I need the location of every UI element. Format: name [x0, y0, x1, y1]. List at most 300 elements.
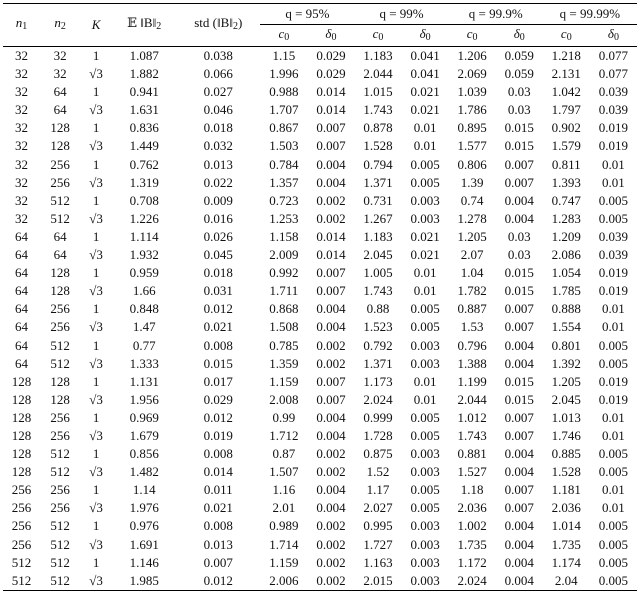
cell-q95-c0: 1.357	[269, 174, 299, 190]
cell-q99-c0: 1.173	[363, 373, 393, 389]
cell-mean: 0.836	[129, 120, 159, 136]
header-c0	[260, 25, 307, 47]
cell-q99-c0: 1.728	[363, 427, 393, 443]
cell-q99-d0: 0.003	[410, 192, 440, 208]
cell-q9999-c0: 0.902	[551, 120, 581, 136]
cell-q99-c0: 1.267	[363, 210, 393, 226]
cell-q95-d0: 0.004	[316, 319, 346, 335]
cell-q95-d0: 0.004	[316, 174, 346, 190]
cell-q99-c0: 1.52	[366, 464, 390, 480]
cell-std: 0.016	[203, 210, 233, 226]
cell-k: 1	[80, 47, 112, 66]
cell-q9999-d0: 0.01	[602, 301, 625, 317]
cell-mean: 1.976	[129, 500, 159, 516]
header-d0-text: δ	[325, 26, 332, 41]
cell-std: 0.026	[203, 228, 233, 244]
cell-std: 0.021	[203, 319, 233, 335]
cell-q99-d0: 0.021	[410, 84, 440, 100]
cell-std: 0.013	[203, 156, 233, 172]
cell-q9999-d0: 0.039	[598, 84, 629, 100]
header-mean	[112, 4, 176, 47]
cell-q99-c0: 0.878	[363, 120, 393, 136]
cell-k: 1	[92, 84, 100, 100]
table-row	[3, 499, 637, 517]
table-row	[3, 228, 637, 246]
cell-q99-d0: 0.041	[402, 47, 449, 66]
cell-std: 0.015	[203, 355, 233, 371]
cell-q999-c0: 1.206	[449, 47, 496, 66]
cell-std: 0.008	[203, 446, 233, 462]
header-c0-sub: 0	[566, 32, 572, 43]
cell-q9999-c0: 2.036	[551, 500, 581, 516]
cell-std: 0.012	[203, 409, 233, 425]
cell-q999-d0: 0.004	[504, 355, 534, 371]
cell-q999-c0: 1.743	[457, 427, 487, 443]
cell-q999-c0: 1.205	[457, 228, 487, 244]
cell-k: √3	[89, 500, 103, 516]
cell-k: 1	[92, 554, 100, 570]
cell-q999-d0: 0.059	[496, 47, 543, 66]
cell-mean: 1.679	[129, 427, 159, 443]
cell-q99-d0: 0.005	[410, 174, 440, 190]
header-d0-sub: 0	[331, 32, 337, 43]
results-table-container	[3, 3, 637, 591]
cell-n2: 512	[50, 554, 70, 570]
cell-q95-d0: 0.002	[316, 337, 346, 353]
cell-n2: 256	[50, 427, 70, 443]
cell-q95-c0: 1.159	[269, 554, 299, 570]
cell-k: 1	[92, 482, 100, 498]
cell-k: 1	[92, 265, 100, 281]
cell-q999-d0: 0.004	[504, 536, 534, 552]
cell-k: √3	[89, 210, 103, 226]
cell-q99-d0: 0.003	[410, 554, 440, 570]
table-row	[3, 373, 637, 391]
cell-k: 1	[92, 446, 100, 462]
cell-q9999-c0: 1.174	[551, 554, 581, 570]
cell-n2: 512	[50, 518, 70, 534]
cell-n1: 128	[11, 373, 32, 389]
cell-q99-d0: 0.01	[413, 120, 437, 136]
cell-std: 0.008	[203, 518, 233, 534]
cell-std: 0.012	[176, 572, 260, 591]
cell-n1: 32	[3, 47, 40, 66]
cell-q95-c0: 0.785	[269, 337, 299, 353]
cell-q95-c0: 0.989	[269, 518, 299, 534]
table-body	[3, 47, 637, 591]
cell-q95-c0: 2.006	[260, 572, 307, 591]
cell-q999-d0: 0.004	[504, 337, 534, 353]
header-d0	[496, 25, 543, 47]
header-c0	[449, 25, 496, 47]
cell-q99-c0: 1.371	[363, 174, 393, 190]
cell-q95-d0: 0.007	[316, 391, 346, 407]
cell-q95-c0: 1.711	[269, 283, 299, 299]
table-row	[3, 517, 637, 535]
cell-q95-d0: 0.014	[316, 102, 346, 118]
cell-q9999-d0: 0.005	[590, 572, 637, 591]
cell-q9999-c0: 0.801	[551, 337, 581, 353]
cell-n2: 512	[50, 210, 70, 226]
cell-n1: 32	[15, 210, 29, 226]
cell-q99-c0: 1.163	[363, 554, 393, 570]
cell-n1: 32	[15, 102, 29, 118]
cell-q999-c0: 2.044	[457, 391, 487, 407]
table-row	[3, 210, 637, 228]
cell-q99-d0: 0.01	[413, 373, 437, 389]
results-table	[3, 3, 637, 591]
header-d0	[307, 25, 354, 47]
table-row	[3, 337, 637, 355]
cell-q999-c0: 1.039	[457, 84, 487, 100]
cell-std: 0.045	[203, 247, 233, 263]
cell-q9999-c0: 2.131	[551, 66, 581, 82]
cell-q99-d0: 0.005	[410, 500, 440, 516]
cell-n1: 128	[11, 464, 32, 480]
header-c0-text: c	[278, 26, 285, 41]
header-q-99-99: q = 99.99%	[543, 4, 637, 25]
header-n1-sub: 1	[22, 21, 28, 32]
cell-q9999-d0: 0.019	[598, 138, 629, 154]
cell-q999-c0: 0.74	[460, 192, 484, 208]
cell-q95-c0: 0.868	[269, 301, 299, 317]
cell-q95-c0: 0.784	[269, 156, 299, 172]
cell-std: 0.046	[203, 102, 233, 118]
cell-q99-c0: 2.045	[363, 247, 393, 263]
cell-q999-d0: 0.007	[504, 174, 534, 190]
cell-q9999-c0: 1.746	[551, 427, 581, 443]
cell-mean: 0.848	[129, 301, 159, 317]
cell-n2: 64	[53, 84, 67, 100]
cell-q95-c0: 2.01	[272, 500, 296, 516]
cell-q99-c0: 2.027	[363, 500, 393, 516]
cell-std: 0.008	[203, 337, 233, 353]
cell-q99-d0: 0.003	[402, 572, 449, 591]
cell-k: √3	[89, 464, 103, 480]
cell-k: 1	[92, 337, 100, 353]
cell-n1: 32	[15, 156, 29, 172]
cell-q999-d0: 0.015	[504, 283, 534, 299]
cell-std: 0.031	[203, 283, 233, 299]
cell-q999-c0: 1.002	[457, 518, 487, 534]
cell-n1: 128	[11, 427, 32, 443]
cell-q9999-d0: 0.01	[602, 319, 625, 335]
cell-q99-d0: 0.003	[410, 446, 440, 462]
cell-q95-d0: 0.004	[316, 301, 346, 317]
cell-std: 0.019	[203, 427, 233, 443]
cell-n1: 128	[11, 446, 32, 462]
cell-n1: 64	[15, 228, 29, 244]
cell-q99-c0: 1.005	[363, 265, 393, 281]
header-n1-text: n	[15, 15, 23, 30]
cell-std: 0.038	[176, 47, 260, 66]
cell-q9999-d0: 0.01	[602, 482, 625, 498]
table-row	[3, 156, 637, 174]
cell-std: 0.032	[203, 138, 233, 154]
cell-q9999-c0: 2.04	[543, 572, 590, 591]
cell-q9999-d0: 0.019	[598, 373, 629, 389]
cell-q999-d0: 0.007	[504, 319, 534, 335]
cell-q95-d0: 0.002	[316, 518, 346, 534]
header-row-top	[3, 4, 637, 25]
cell-mean: 0.969	[129, 409, 159, 425]
cell-q95-d0: 0.014	[316, 247, 346, 263]
cell-n1: 64	[15, 337, 29, 353]
cell-k: √3	[89, 138, 103, 154]
header-n2	[40, 4, 80, 47]
cell-mean: 1.146	[129, 554, 159, 570]
cell-q999-c0: 1.04	[460, 265, 484, 281]
cell-n2: 256	[50, 500, 70, 516]
cell-n1: 32	[15, 120, 29, 136]
cell-q999-d0: 0.004	[496, 572, 543, 591]
header-c0	[354, 25, 401, 47]
cell-k: √3	[80, 572, 112, 591]
cell-q9999-c0: 0.888	[551, 301, 581, 317]
cell-n1: 64	[15, 319, 29, 335]
cell-n2: 256	[50, 156, 70, 172]
cell-q95-c0: 1.253	[269, 210, 299, 226]
cell-n1: 32	[15, 84, 29, 100]
cell-q95-c0: 0.988	[269, 84, 299, 100]
cell-q95-d0: 0.004	[316, 409, 346, 425]
cell-q9999-c0: 1.393	[551, 174, 581, 190]
cell-q9999-c0: 1.218	[543, 47, 590, 66]
cell-n1: 256	[11, 536, 32, 552]
cell-mean: 1.087	[112, 47, 176, 66]
cell-q9999-d0: 0.01	[602, 500, 625, 516]
cell-n1: 256	[11, 518, 32, 534]
cell-q9999-d0: 0.005	[598, 464, 629, 480]
table-row	[3, 391, 637, 409]
cell-k: √3	[89, 355, 103, 371]
cell-q95-c0: 1.508	[269, 319, 299, 335]
cell-q999-c0: 1.53	[460, 319, 484, 335]
table-row	[3, 554, 637, 572]
cell-q95-d0: 0.002	[316, 536, 346, 552]
cell-q99-d0: 0.005	[410, 482, 440, 498]
cell-q95-d0: 0.002	[316, 554, 346, 570]
header-std-close: )	[237, 15, 243, 30]
cell-k: √3	[89, 66, 103, 82]
header-c0-sub: 0	[378, 32, 384, 43]
cell-q95-d0: 0.004	[316, 482, 346, 498]
cell-q95-c0: 0.723	[269, 192, 299, 208]
cell-q95-c0: 2.008	[269, 391, 299, 407]
header-c0-text: c	[372, 26, 379, 41]
table-row	[3, 101, 637, 119]
cell-q95-d0: 0.014	[316, 228, 346, 244]
cell-n2: 128	[50, 373, 70, 389]
cell-mean: 1.985	[112, 572, 176, 591]
cell-q999-c0: 1.172	[457, 554, 487, 570]
cell-k: 1	[92, 192, 100, 208]
table-row	[3, 174, 637, 192]
cell-q9999-d0: 0.005	[598, 210, 629, 226]
cell-q99-c0: 1.743	[363, 102, 393, 118]
cell-n2: 128	[50, 138, 70, 154]
cell-mean: 0.762	[129, 156, 159, 172]
cell-mean: 0.856	[129, 446, 159, 462]
cell-q99-d0: 0.01	[413, 391, 437, 407]
cell-q95-c0: 0.992	[269, 265, 299, 281]
table-row	[3, 264, 637, 282]
cell-q9999-c0: 1.042	[551, 84, 581, 100]
cell-q99-d0: 0.003	[410, 536, 440, 552]
cell-q999-c0: 1.388	[457, 355, 487, 371]
cell-q999-c0: 1.278	[457, 210, 487, 226]
cell-q95-d0: 0.004	[316, 156, 346, 172]
cell-q999-d0: 0.03	[507, 84, 531, 100]
header-q-95: q = 95%	[260, 4, 354, 25]
header-d0	[590, 25, 637, 47]
header-q-99: q = 99%	[354, 4, 448, 25]
cell-std: 0.007	[203, 554, 233, 570]
header-n2-text: n	[54, 15, 61, 30]
header-d0	[402, 25, 449, 47]
cell-mean: 1.47	[132, 319, 156, 335]
cell-q9999-c0: 0.811	[551, 156, 581, 172]
table-row	[3, 300, 637, 318]
cell-k: √3	[89, 427, 103, 443]
cell-mean: 1.319	[129, 174, 159, 190]
header-std-text: std (‖B‖	[194, 15, 233, 30]
cell-q9999-c0: 1.054	[551, 265, 581, 281]
cell-q9999-d0: 0.019	[598, 283, 629, 299]
cell-q9999-c0: 1.283	[551, 210, 581, 226]
cell-q999-c0: 0.806	[457, 156, 487, 172]
cell-mean: 1.882	[129, 66, 159, 82]
header-mean-text: 𝔼 ‖B‖	[127, 15, 157, 30]
cell-q95-d0: 0.007	[316, 265, 346, 281]
table-row	[3, 463, 637, 481]
cell-q95-c0: 1.996	[269, 66, 299, 82]
cell-q99-c0: 1.183	[354, 47, 401, 66]
cell-q99-c0: 0.999	[363, 409, 393, 425]
cell-q99-c0: 1.371	[363, 355, 393, 371]
cell-q9999-c0: 1.013	[551, 409, 581, 425]
cell-n2: 128	[50, 283, 70, 299]
cell-n2: 128	[50, 265, 70, 281]
header-d0-sub: 0	[425, 32, 431, 43]
header-mean-sub: 2	[156, 21, 162, 32]
cell-q95-d0: 0.007	[316, 283, 346, 299]
cell-q999-c0: 0.796	[457, 337, 487, 353]
cell-q95-d0: 0.002	[307, 572, 354, 591]
cell-std: 0.017	[203, 373, 233, 389]
cell-q95-c0: 0.867	[269, 120, 299, 136]
cell-n2: 256	[50, 301, 70, 317]
cell-std: 0.018	[203, 265, 233, 281]
table-row	[3, 137, 637, 155]
cell-std: 0.027	[203, 84, 233, 100]
cell-q99-c0: 1.015	[363, 84, 393, 100]
cell-q99-c0: 2.024	[363, 391, 393, 407]
cell-q99-d0: 0.041	[410, 66, 440, 82]
cell-q9999-c0: 1.528	[551, 464, 581, 480]
cell-q999-d0: 0.004	[504, 554, 534, 570]
header-c0	[543, 25, 590, 47]
cell-q999-d0: 0.007	[504, 500, 534, 516]
cell-q999-c0: 1.012	[457, 409, 487, 425]
cell-q999-d0: 0.004	[504, 210, 534, 226]
cell-q9999-d0: 0.039	[598, 228, 629, 244]
cell-q99-c0: 0.794	[363, 156, 393, 172]
cell-q9999-c0: 0.885	[551, 446, 581, 462]
header-std-sub: 2	[232, 21, 238, 32]
cell-n1: 512	[11, 554, 32, 570]
cell-q99-d0: 0.003	[410, 518, 440, 534]
cell-std: 0.009	[203, 192, 233, 208]
cell-mean: 0.708	[129, 192, 159, 208]
cell-k: √3	[89, 102, 103, 118]
cell-q9999-d0: 0.01	[602, 409, 625, 425]
cell-q9999-c0: 1.797	[551, 102, 581, 118]
cell-q9999-d0: 0.005	[598, 446, 629, 462]
cell-q9999-d0: 0.039	[598, 247, 629, 263]
cell-mean: 1.14	[132, 482, 156, 498]
table-row	[3, 572, 637, 591]
cell-q99-d0: 0.021	[410, 228, 440, 244]
cell-q999-d0: 0.015	[504, 120, 534, 136]
cell-std: 0.021	[203, 500, 233, 516]
cell-q999-d0: 0.007	[504, 156, 534, 172]
cell-q95-d0: 0.029	[316, 66, 346, 82]
cell-q95-d0: 0.002	[316, 192, 346, 208]
cell-q99-c0: 2.044	[363, 66, 393, 82]
cell-q9999-d0: 0.019	[598, 120, 629, 136]
cell-k: 1	[92, 301, 100, 317]
cell-q999-c0: 1.735	[457, 536, 487, 552]
cell-q999-d0: 0.007	[504, 482, 534, 498]
cell-std: 0.011	[203, 482, 233, 498]
header-c0-sub: 0	[472, 32, 478, 43]
cell-std: 0.029	[203, 391, 233, 407]
cell-n1: 64	[15, 301, 29, 317]
cell-q999-d0: 0.015	[504, 373, 534, 389]
cell-mean: 1.131	[129, 373, 159, 389]
cell-q999-c0: 0.895	[457, 120, 487, 136]
table-row	[3, 536, 637, 554]
cell-q99-c0: 2.015	[354, 572, 401, 591]
cell-q95-c0: 2.009	[269, 247, 299, 263]
cell-q95-d0: 0.014	[316, 84, 346, 100]
cell-q95-d0: 0.002	[316, 446, 346, 462]
cell-mean: 1.482	[129, 464, 159, 480]
cell-q999-d0: 0.03	[507, 247, 531, 263]
cell-k: √3	[89, 247, 103, 263]
cell-n2: 512	[40, 572, 80, 591]
cell-q95-d0: 0.002	[316, 355, 346, 371]
cell-n2: 512	[50, 446, 70, 462]
cell-q99-d0: 0.021	[410, 102, 440, 118]
table-row	[3, 409, 637, 427]
cell-n1: 128	[11, 391, 32, 407]
cell-q99-c0: 0.875	[363, 446, 393, 462]
cell-q999-d0: 0.015	[504, 391, 534, 407]
cell-k: √3	[89, 174, 103, 190]
cell-q99-d0: 0.005	[410, 319, 440, 335]
cell-q95-c0: 1.158	[269, 228, 299, 244]
cell-n2: 512	[50, 337, 70, 353]
cell-q999-d0: 0.004	[504, 446, 534, 462]
cell-q99-d0: 0.005	[410, 156, 440, 172]
table-row	[3, 445, 637, 463]
cell-q95-c0: 1.15	[260, 47, 307, 66]
cell-q999-c0: 1.39	[460, 174, 484, 190]
cell-n1: 64	[15, 283, 29, 299]
cell-n2: 32	[53, 66, 67, 82]
